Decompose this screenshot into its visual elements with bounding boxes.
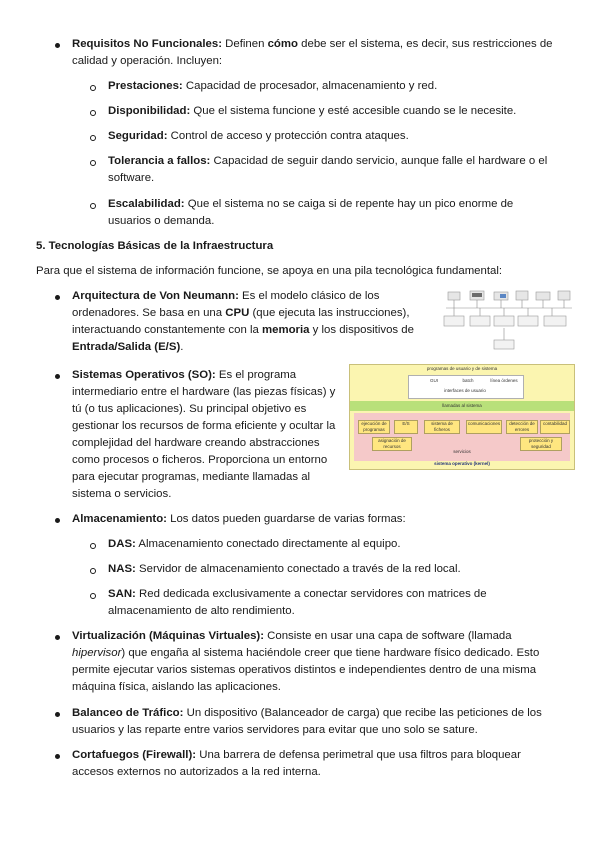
- bullet: [55, 754, 60, 759]
- bullet: [55, 635, 60, 640]
- os-diagram-top: programas de usuario y de sistema: [426, 366, 498, 371]
- os-diagram-service: comunicaciones: [466, 420, 502, 434]
- sub-bullet: [90, 160, 96, 166]
- so-paragraph: Sistemas Operativos (SO): Es el programa intermediario entre el hardware (las piezas físicas) y tú (o tus aplicaciones). Su principal objetivo es gestionar los recursos de forma eficiente y ocultar la complejidad del hardware creando abstracciones como procesos o ficheros. Proporciona un entorno para ejecutar programas, mediante llamadas al sistema o servicios.: [72, 369, 336, 500]
- os-diagram-ui-item: batch: [462, 378, 474, 383]
- nonfunctional-item: Escalabilidad: Que el sistema no se caiga si de repente hay un pico enorme de usuarios o demanda.: [108, 198, 514, 227]
- nonfunctional-item: Seguridad: Control de acceso y protección contra ataques.: [108, 130, 409, 142]
- os-diagram-service: E/S: [394, 420, 418, 434]
- os-diagram-kernel-label: sistema operativo (kernel): [434, 461, 490, 466]
- os-diagram-service: contabilidad: [540, 420, 570, 434]
- virtualization-paragraph: Virtualización (Máquinas Virtuales): Consiste en usar una capa de software (llamada hipervisor) que engaña al sistema haciéndole creer que tiene hardware físico dedicado. Esto permite ejecutar varios sistemas operativos distintos e independientes dentro de una misma máquina física, aislando las aplicaciones.: [72, 630, 540, 693]
- nonfunctional-item: Disponibilidad: Que el sistema funcione y esté accesible cuando se le necesite.: [108, 105, 517, 117]
- sub-bullet: [90, 110, 96, 116]
- sub-bullet: [90, 543, 96, 549]
- nonfunctional-item: Tolerancia a fallos: Capacidad de seguir dando servicio, aunque falle el hardware o el software.: [108, 155, 548, 184]
- os-diagram-syscall-label: llamadas al sistema: [442, 403, 482, 408]
- os-diagram-service: asignación de recursos: [372, 437, 412, 451]
- os-diagram-ui-label: interfaces de usuario: [444, 388, 486, 393]
- sub-bullet: [90, 568, 96, 574]
- storage-paragraph: Almacenamiento: Los datos pueden guardarse de varias formas:: [72, 513, 406, 525]
- os-diagram-service: sistema de ficheros: [424, 420, 460, 434]
- storage-item: DAS: Almacenamiento conectado directamente al equipo.: [108, 538, 401, 550]
- sub-bullet: [90, 203, 96, 209]
- os-diagram-ui-item: GUI: [429, 378, 438, 383]
- bullet: [55, 518, 60, 523]
- storage-item: SAN: Red dedicada exclusivamente a conectar servidores con matrices de almacenamiento de alto rendimiento.: [108, 588, 487, 617]
- nonfunctional-item: Prestaciones: Capacidad de procesador, almacenamiento y red.: [108, 80, 438, 92]
- bullet: [55, 374, 60, 379]
- bullet: [55, 295, 60, 300]
- os-diagram-service: ejecución de programas: [358, 420, 390, 434]
- os-diagram-services-label: servicios: [453, 449, 471, 454]
- vonneumann-paragraph: Arquitectura de Von Neumann: Es el modelo clásico de los ordenadores. Se basa en una CPU (que ejecuta las instrucciones), interactuando constantemente con la memoria y los dispositivos de Entrada/Salida (E/S).: [72, 290, 414, 353]
- nonfunctional-paragraph: Requisitos No Funcionales: Definen cómo debe ser el sistema, es decir, sus restricciones de calidad y operación. Incluyen:: [72, 38, 553, 67]
- os-diagram-service: protección y seguridad: [520, 437, 562, 451]
- sub-bullet: [90, 593, 96, 599]
- von-neumann-diagram: [440, 288, 580, 352]
- sub-bullet: [90, 135, 96, 141]
- section-intro: Para que el sistema de información funcione, se apoya en una pila tecnológica fundamental:: [36, 265, 503, 277]
- storage-item: NAS: Servidor de almacenamiento conectado a través de la red local.: [108, 563, 461, 575]
- section-heading: 5. Tecnologías Básicas de la Infraestructura: [36, 240, 274, 252]
- os-diagram-ui-item: línea órdenes: [490, 378, 518, 383]
- bullet: [55, 43, 60, 48]
- os-diagram: [349, 364, 575, 470]
- os-diagram-service: detección de errores: [506, 420, 538, 434]
- firewall-paragraph: Cortafuegos (Firewall): Una barrera de defensa perimetral que usa filtros para bloquear accesos externos no autorizados a la red interna.: [72, 749, 521, 778]
- bullet: [55, 712, 60, 717]
- sub-bullet: [90, 85, 96, 91]
- load-balancing-paragraph: Balanceo de Tráfico: Un dispositivo (Balanceador de carga) que recibe las peticiones de los usuarios y las reparte entre varios servidores para evitar que uno solo se sature.: [72, 707, 542, 736]
